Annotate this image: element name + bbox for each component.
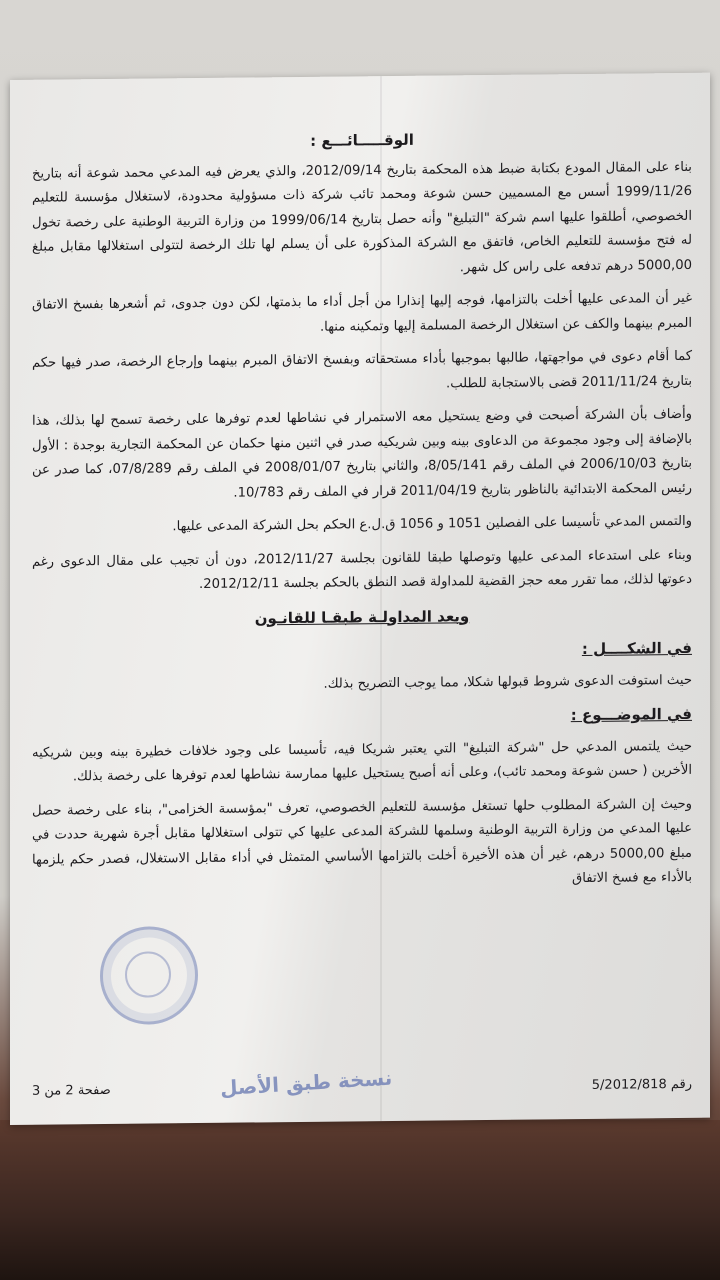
facts-paragraph-4: وأضاف بأن الشركة أصبحت في وضع يستحيل معه الاستمرار في نشاطها لعدم توفرها على رخصة تسمح لها بذلك، هذا بالإضافة إلى وجود مجموعة من الدعاوى بينه وبين شريكيه صدر في اثنين منها حكمان عن المحكمة التجارية بوجدة : الأول بتاريخ 2006/10/03 في الملف رقم 8/05/141، والثاني بتاريخ 2008/01/07 في الملف رقم 07/8/289، كما صدر عن رئيس المحكمة الابتدائية بالناظور بتاريخ 2011/04/19 قرار في الملف رقم 10/783.: [32, 406, 692, 501]
facts-paragraph-1: بناء على المقال المودع بكتابة ضبط هذه المحكمة بتاريخ 2012/09/14، والذي يعرض فيه المدعي محمد شوعة أنه بتاريخ 1999/11/26 أسس مع المسميين حسن شوعة ومحمد تائب شركة ذات مسؤولية محدودة، لاستغلال مؤسسة للتعليم الخصوصي، أطلقوا عليها اسم شركة "التبليغ" وأنه حصل بتاريخ 1999/06/14 من وزارة التربية الوطنية على رخصة تخول له فتح مؤسسة للتعليم الخاص، فاتفق مع الشركة المذكورة على أن يسلم لها تلك الرخصة لتتولى استغلالها مقابل مبلغ 5000,00 درهم تدفعه على راس كل شهر.: [32, 159, 692, 275]
facts-paragraph-2: غير أن المدعى عليها أخلت بالتزامها، فوجه إليها إنذارا من أجل أداء ما بذمتها، لكن دون جدوى، ثم أشعرها بفسخ الاتفاق المبرم بينهما والكف عن استغلال الرخصة المسلمة إليها وتمكينه منها.: [32, 290, 692, 335]
table-surface: [0, 1120, 720, 1280]
form-heading: في الشكــــل :: [581, 638, 692, 659]
document-body: [32, 125, 692, 906]
subject-heading: في الموضـــوع :: [570, 704, 692, 725]
page-number: صفحة 2 من 3: [32, 1082, 111, 1099]
subject-paragraph-2: وحيث إن الشركة المطلوب حلها تستغل مؤسسة للتعليم الخصوصي، تعرف "بمؤسسة الخزامى"، بناء على رخصة حصل عليها المدعي من وزارة التربية الوطنية وسلمها للشركة المدعى عليها كي تتولى استغلالها مقابل أجرة شهرية حددت في مبلغ 5000,00 درهم، غير أن هذه الأخيرة أخلت بالتزامها الأساسي المتمثل في أداء مقابل الاستغلال، فصدر حكم يلزمها بالأداء مع فسخ الاتفاق: [32, 796, 692, 887]
true-copy-stamp: نسخة طبق الأصل: [219, 1065, 393, 1101]
facts-paragraph-6: وبناء على استدعاء المدعى عليها وتوصلها طبقا للقانون بجلسة 2012/11/27، دون أن تجيب على مقال الدعوى رغم دعوتها لذلك، مما تقرر معه حجز القضية للمداولة قصد النطق بالحكم بجلسة 2012/12/11.: [32, 547, 692, 593]
court-seal-icon: [100, 926, 198, 1025]
facts-paragraph-5: والتمس المدعي تأسيسا على الفصلين 1051 و 1056 ق.ل.ع الحكم بحل الشركة المدعى عليها.: [172, 513, 692, 535]
facts-heading: الوقـــــائـــع :: [310, 130, 414, 150]
subject-paragraph-1: حيث يلتمس المدعي حل "شركة التبليغ" التي يعتبر شريكا فيه، تأسيسا على وجود خلافات خطيرة بينه وبين شريكيه الأخرين ( حسن شوعة ومحمد تائب)، وعلى أنه أصبح يستحيل عليها ممارسة نشاطها لعدم توفرها على رخصة بذلك.: [32, 738, 692, 785]
form-paragraph: حيث استوفت الدعوى شروط قبولها شكلا، مما يوجب التصريح بذلك.: [323, 672, 692, 692]
facts-paragraph-3: كما أقام دعوى في مواجهتها، طالبها بموجبها بأداء مستحقاته وبفسخ الاتفاق المبرم بينهما وإرجاع الرخصة، صدر فيها حكم بتاريخ 2011/11/24 قضى بالاستجابة للطلب.: [32, 348, 692, 391]
case-reference: رقم 5/2012/818: [591, 1076, 692, 1093]
deliberation-heading: وبعد المداولـة طبقـا للقانـون: [254, 606, 470, 627]
page-footer: [32, 1073, 692, 1110]
document-page: [10, 73, 710, 1125]
